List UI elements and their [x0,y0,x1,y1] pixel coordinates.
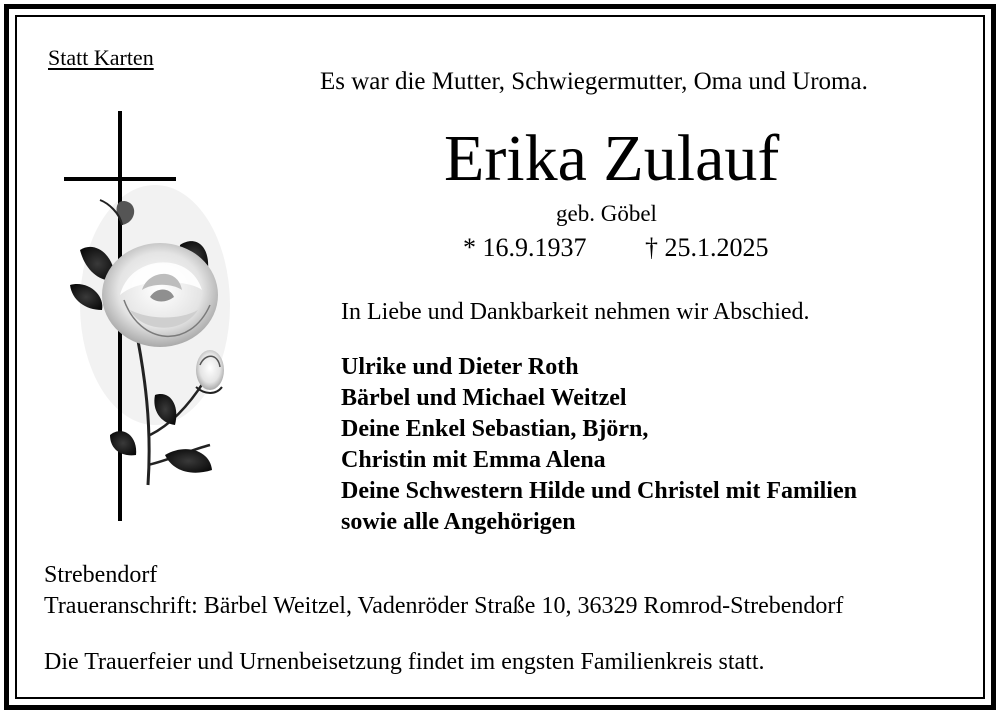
mourning-address: Traueranschrift: Bärbel Weitzel, Vadenröder Straße 10, 36329 Romrod-Strebendorf [44,593,844,619]
maiden-name: geb. Göbel [556,201,657,226]
mourner-line: Deine Schwestern Hilde und Christel mit Familien [341,478,857,504]
mourners-list [341,352,857,538]
farewell-text: In Liebe und Dankbarkeit nehmen wir Abschied. [341,299,810,325]
place-name: Strebendorf [44,562,158,588]
statt-karten-label: Statt Karten [48,45,154,70]
deceased-name: Erika Zulauf [444,122,780,195]
death-date: † 25.1.2025 [645,233,769,262]
birth-date: * 16.9.1937 [463,233,587,262]
mourner-line: Ulrike und Dieter Roth [341,354,579,380]
mourner-line: Deine Enkel Sebastian, Björn, [341,416,649,442]
cross-with-rose-icon [60,105,240,525]
mourner-line: Christin mit Emma Alena [341,447,606,473]
funeral-notice: Die Trauerfeier und Urnenbeisetzung findet im engsten Familienkreis statt. [44,649,765,675]
mourner-line: sowie alle Angehörigen [341,509,576,535]
intro-text: Es war die Mutter, Schwiegermutter, Oma und Uroma. [320,68,868,95]
mourner-line: Bärbel und Michael Weitzel [341,385,627,411]
